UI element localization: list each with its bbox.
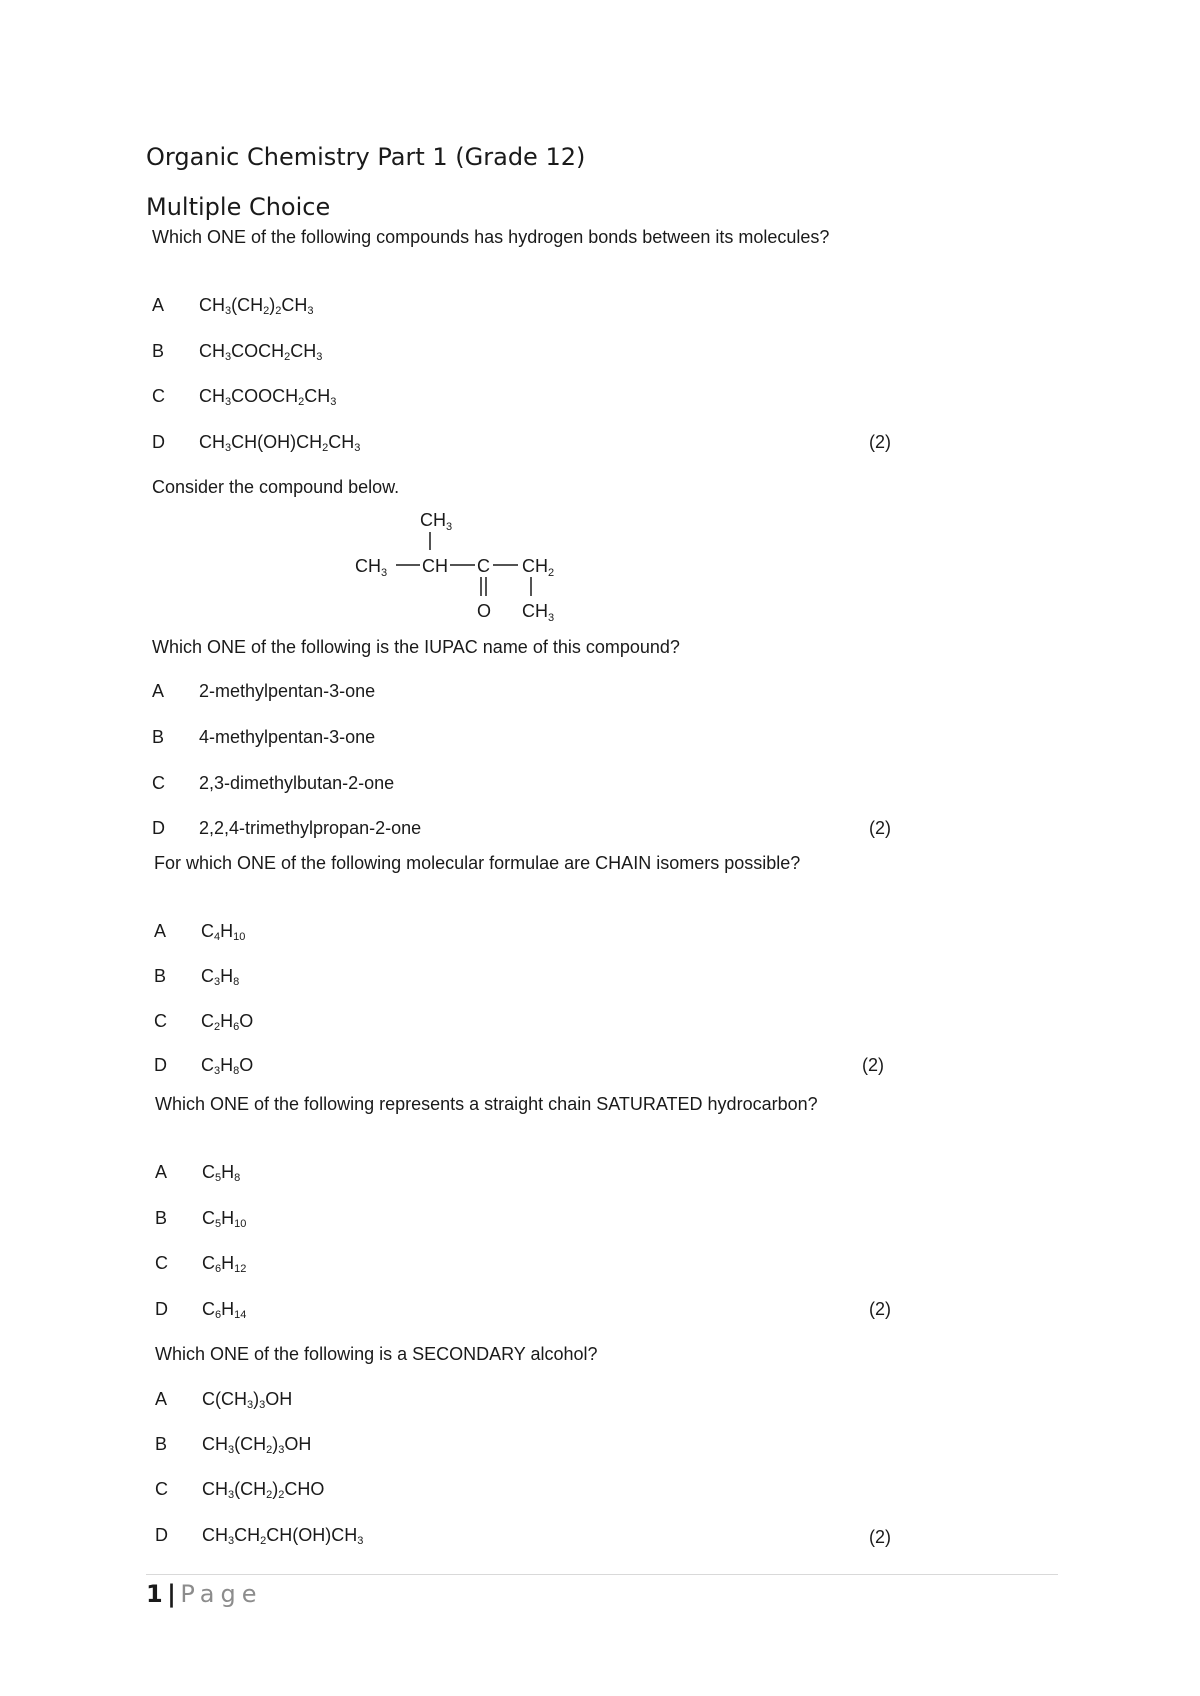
formula-subscript: 5 (215, 1218, 222, 1230)
formula-subscript: 3 (228, 1489, 235, 1501)
structure-top-group: $CH_3$ (420, 510, 453, 533)
formula-text: C (202, 1253, 215, 1273)
formula-text: H (220, 1055, 234, 1075)
page-number: 1 (146, 1580, 163, 1608)
option-letter: C (152, 773, 165, 793)
formula-text: H (221, 1162, 235, 1182)
formula-subscript: 8 (233, 976, 240, 988)
option-formula (202, 1525, 363, 1546)
section-heading: Multiple Choice (146, 193, 331, 221)
formula-subscript: 3 (228, 1535, 235, 1547)
formula-subscript: 2 (298, 396, 305, 408)
formula-subscript: 2 (263, 305, 270, 317)
question-1-marks: (2) (869, 432, 891, 452)
formula-text: C (201, 1011, 214, 1031)
formula-text: (CH (234, 1479, 267, 1499)
formula-subscript: 3 (228, 1444, 235, 1456)
option-formula (202, 1434, 311, 1455)
option-letter: B (155, 1208, 168, 1228)
document-title: Organic Chemistry Part 1 (Grade 12) (146, 143, 586, 171)
formula-subscript: 12 (234, 1263, 247, 1275)
question-5-marks: (2) (869, 1527, 891, 1547)
structure-right-group: $CH_2$ (522, 556, 555, 579)
formula-text: O (239, 1055, 254, 1075)
option-formula (199, 681, 375, 702)
formula-subscript: 3 (307, 305, 314, 317)
option-letter: D (152, 432, 165, 452)
formula-text: H (220, 1011, 234, 1031)
formula-text: COOCH (231, 386, 299, 406)
question-2-text: Which ONE of the following is the IUPAC name of this compound? (152, 637, 680, 657)
formula-subscript: 3 (316, 351, 323, 363)
option-formula (199, 818, 421, 839)
option-formula (202, 1208, 246, 1229)
option-letter: D (152, 818, 165, 838)
option-formula (201, 1055, 253, 1076)
formula-text: C (202, 1162, 215, 1182)
formula-text: (CH (231, 295, 264, 315)
formula-subscript: 3 (225, 442, 232, 454)
formula-text: H (221, 1208, 235, 1228)
formula-text: 2,2,4-trimethylpropan-2-one (199, 818, 422, 838)
formula-subscript: 2 (266, 1444, 273, 1456)
option-letter: C (152, 386, 165, 406)
option-formula (202, 1253, 246, 1274)
formula-text: H (220, 921, 234, 941)
option-letter: A (154, 921, 167, 941)
formula-subscript: 8 (233, 1065, 240, 1077)
formula-subscript: 2 (214, 1021, 221, 1033)
structure-middle-group: CH (422, 556, 448, 576)
option-formula (202, 1389, 292, 1410)
formula-text: CH (199, 386, 225, 406)
option-formula (199, 341, 322, 362)
option-formula (202, 1162, 240, 1183)
formula-subscript: 2 (260, 1535, 267, 1547)
formula-subscript: 14 (234, 1309, 247, 1321)
formula-text: CHO (284, 1479, 325, 1499)
formula-subscript: 10 (233, 931, 246, 943)
formula-text: CH (328, 432, 355, 452)
structure-bottom-group: $CH_3$ (522, 601, 555, 624)
formula-subscript: 8 (234, 1172, 241, 1184)
formula-text: CH (202, 1479, 228, 1499)
option-formula (199, 727, 375, 748)
formula-subscript: 3 (354, 442, 361, 454)
formula-text: CH (199, 295, 225, 315)
option-letter: A (152, 295, 165, 315)
option-letter: D (155, 1525, 168, 1545)
formula-text: CH (304, 386, 331, 406)
option-formula (199, 295, 314, 316)
option-letter: B (152, 727, 165, 747)
formula-subscript: 5 (215, 1172, 222, 1184)
formula-text: CH (281, 295, 308, 315)
question-2-marks: (2) (869, 818, 891, 838)
option-letter: C (155, 1253, 168, 1273)
formula-text: H (221, 1299, 235, 1319)
formula-text: ) (269, 295, 276, 315)
formula-subscript: 3 (278, 1444, 285, 1456)
formula-text: ) (272, 1434, 279, 1454)
page-footer (146, 1580, 262, 1608)
option-letter: B (154, 966, 167, 986)
option-letter: A (155, 1389, 168, 1409)
formula-text: CH (199, 432, 225, 452)
structure-oxygen: O (477, 601, 492, 621)
formula-text: C (201, 921, 214, 941)
option-letter: B (152, 341, 165, 361)
option-letter: B (155, 1434, 168, 1454)
formula-subscript: 3 (225, 351, 232, 363)
page-label: Page (180, 1580, 263, 1608)
structure-carbonyl-carbon: C (477, 556, 490, 576)
formula-subscript: 6 (215, 1263, 222, 1275)
option-formula (199, 432, 360, 453)
question-4-marks: (2) (869, 1299, 891, 1319)
option-formula (201, 921, 245, 942)
formula-text: CH (202, 1525, 228, 1545)
formula-subscript: 2 (266, 1489, 273, 1501)
formula-subscript: 6 (215, 1309, 222, 1321)
formula-subscript: 3 (247, 1399, 254, 1411)
option-formula (201, 966, 239, 987)
formula-subscript: 10 (234, 1218, 247, 1230)
formula-subscript: 3 (259, 1399, 266, 1411)
option-formula (202, 1299, 246, 1320)
formula-text: H (221, 1253, 235, 1273)
formula-subscript: 3 (214, 976, 221, 988)
formula-text: C(CH (202, 1389, 247, 1409)
question-3-text: For which ONE of the following molecular formulae are CHAIN isomers possible? (154, 853, 801, 873)
option-letter: D (155, 1299, 168, 1319)
question-1-stem: Which ONE of the following compounds has hydrogen bonds between its molecules? (152, 227, 830, 247)
formula-text: C (201, 966, 214, 986)
formula-subscript: 3 (225, 305, 232, 317)
formula-text: O (239, 1011, 254, 1031)
option-letter: D (154, 1055, 167, 1075)
formula-text: CH (202, 1434, 228, 1454)
structure-left-group: $CH_3$ (355, 556, 388, 579)
formula-text: CH(OH)CH (266, 1525, 358, 1545)
option-formula (202, 1479, 324, 1500)
formula-text: OH (284, 1434, 312, 1454)
formula-text: CH(OH)CH (231, 432, 323, 452)
formula-subscript: 3 (225, 396, 232, 408)
formula-subscript: 3 (330, 396, 337, 408)
formula-text: COCH (231, 341, 285, 361)
option-formula (201, 1011, 253, 1032)
formula-subscript: 6 (233, 1021, 240, 1033)
question-5-text: Which ONE of the following is a SECONDARY alcohol? (155, 1344, 598, 1364)
formula-subscript: 2 (275, 305, 282, 317)
option-formula (199, 773, 394, 794)
formula-text: 2-methylpentan-3-one (199, 681, 376, 701)
formula-text: CH (290, 341, 317, 361)
option-letter: A (152, 681, 165, 701)
formula-text: ) (253, 1389, 260, 1409)
formula-text: 4-methylpentan-3-one (199, 727, 376, 747)
formula-text: H (220, 966, 234, 986)
question-4-text: Which ONE of the following represents a straight chain SATURATED hydrocarbon? (155, 1094, 818, 1114)
footer-divider (146, 1574, 1058, 1575)
option-letter: C (155, 1479, 168, 1499)
question-1-text (152, 226, 838, 249)
formula-subscript: 2 (278, 1489, 285, 1501)
formula-text: 2,3-dimethylbutan-2-one (199, 773, 395, 793)
formula-text: C (202, 1208, 215, 1228)
formula-subscript: 3 (357, 1535, 364, 1547)
option-formula (199, 386, 336, 407)
compound-structure-diagram (340, 500, 600, 630)
formula-text: C (202, 1299, 215, 1319)
formula-text: (CH (234, 1434, 267, 1454)
formula-text: ) (272, 1479, 279, 1499)
option-letter: A (155, 1162, 168, 1182)
question-3-marks: (2) (862, 1055, 884, 1075)
formula-subscript: 2 (284, 351, 291, 363)
formula-text: C (201, 1055, 214, 1075)
formula-text: CH (234, 1525, 261, 1545)
formula-text: OH (265, 1389, 293, 1409)
formula-subscript: 4 (214, 931, 221, 943)
question-2-intro: Consider the compound below. (152, 477, 400, 497)
option-letter: C (154, 1011, 167, 1031)
formula-subscript: 3 (214, 1065, 221, 1077)
footer-separator: | (167, 1580, 176, 1608)
formula-subscript: 2 (322, 442, 329, 454)
formula-text: CH (199, 341, 225, 361)
